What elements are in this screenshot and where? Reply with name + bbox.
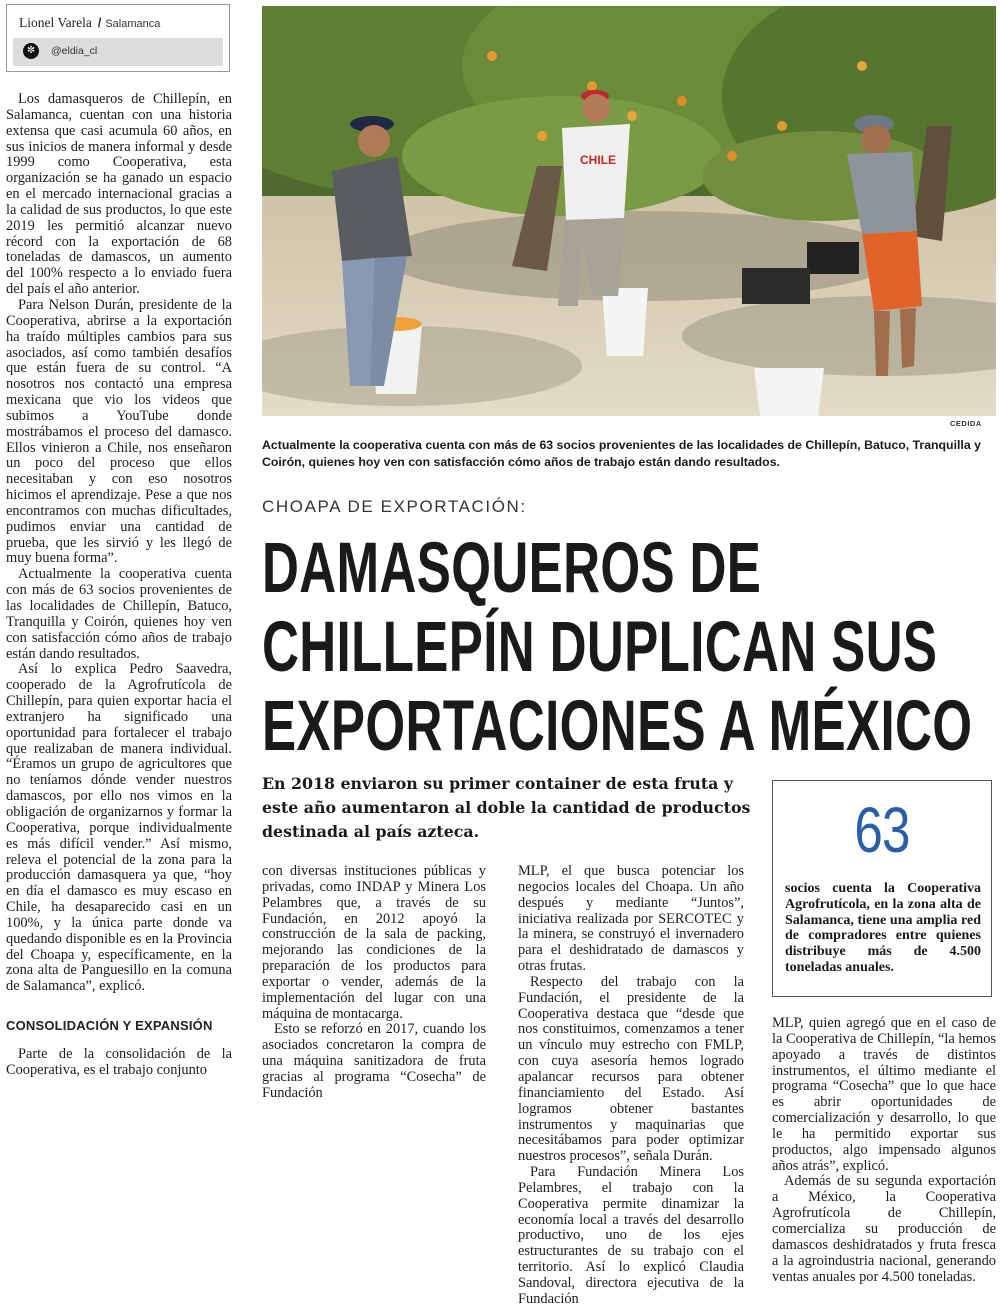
author-name: Lionel Varela bbox=[19, 15, 92, 30]
paragraph: Para Fundación Minera Los Pelambres, el trabajo con la Cooperativa permite dinamizar la economía local a través del desarrollo productivo, uno de los ejes estructurantes de su trabajo con el territorio. Así lo explicó Claudia Sandoval, directora ejecutiva de la Fundación bbox=[518, 1164, 744, 1307]
deck: En 2018 enviaron su primer container de esta fruta y este año aumentaron al doble la cantidad de productos destinada al país azteca. bbox=[262, 774, 751, 841]
paragraph: con diversas instituciones públicas y privadas, como INDAP y Minera Los Pelambres que, a través de su Fundación, en 2012 apoyó la construcción de la sala de packing, mejorando las condiciones de la preparación de los productos para exportar o vender, además de la implementación del lugar con una máquina de montacarga. bbox=[262, 863, 486, 1022]
headline-line: DAMASQUEROS DE bbox=[262, 529, 762, 608]
twitter-bar[interactable] bbox=[13, 38, 223, 66]
paragraph: Además de su segunda exportación a México, la Cooperativa Agrofrutícola de Chillepín, comercializa su producción de damascos deshidratados y fruta fresca a la agroindustria nacional, generando ventas anuales por 4.500 toneladas. bbox=[772, 1173, 996, 1285]
twitter-handle[interactable]: @eldia_cl bbox=[51, 45, 98, 57]
photo-caption: Actualmente la cooperativa cuenta con más de 63 socios provenientes de las localidades de Chillepín, Batuco, Tranquilla y Coirón, quienes hoy ven con satisfacción cómo años de trabajo están dando resultados. bbox=[262, 438, 981, 469]
orchard-harvest-illustration bbox=[262, 6, 996, 416]
paragraph: Esto se reforzó en 2017, cuando los asociados concretaron la compra de una máquina sanitizadora de fruta gracias al programa “Cosecha” de Fundación bbox=[262, 1021, 486, 1101]
headline-line: EXPORTACIONES A MÉXICO bbox=[262, 687, 973, 766]
article-column-4 bbox=[772, 1016, 996, 1285]
paragraph: MLP, quien agregó que en el caso de la Cooperativa de Chillepín, “la hemos apoyado a través de distintos instrumentos, el último mediante el programa “Cosecha” que lo que hace es abrir oportunidades de comercialización y desarrollo, lo que le ha permitido exportar sus productos, algo impensado algunos años atrás”, explicó. bbox=[772, 1015, 996, 1174]
article-column-1 bbox=[6, 92, 232, 995]
paragraph: Parte de la consolidación de la Cooperativa, es el trabajo conjunto bbox=[6, 1046, 232, 1078]
byline bbox=[19, 15, 160, 31]
kicker: CHOAPA DE EXPORTACIÓN: bbox=[262, 497, 527, 516]
shirt-text: CHILE bbox=[580, 153, 616, 167]
article-photo bbox=[262, 6, 996, 416]
article-column-2 bbox=[262, 864, 486, 1102]
stat-number: 63 bbox=[854, 794, 910, 866]
paragraph: Así lo explica Pedro Saavedra, cooperado de la Agrofrutícola de Chillepín, para quien exportar hacia el extranjero ha significado una oportunidad para fortalecer el trabajo que realizaban de manera individual. “Éramos un grupo de agricultores que no teníamos dónde vender nuestros damascos, por ello nos vimos en la obligación de organizarnos y formar la Cooperativa, porque individualmente es más difícil vender.” Así mismo, releva el potencial de la zona para la producción damasquera ya que, “hoy en día el damasco es muy escaso en Chile, ha desaparecido casi en un 100%, y la única parte donde va quedando disponible es en la Provincia del Choapa y, específicamente, en la zona alta de Panguesillo en la comuna de Salamanca”, explicó. bbox=[6, 661, 232, 995]
section-subhead: CONSOLIDACIÓN Y EXPANSIÓN bbox=[6, 1018, 213, 1033]
byline-location: Salamanca bbox=[105, 18, 161, 30]
byline-separator: / bbox=[97, 16, 102, 30]
stat-text: socios cuenta la Cooperativa Agrofrutícola, en la zona alta de Salamanca, tiene una amplia red de compradores entre quienes distribuye más de 4.500 toneladas anuales. bbox=[785, 881, 981, 975]
stat-box bbox=[772, 780, 992, 997]
photo-credit: CEDIDA bbox=[950, 419, 982, 428]
paragraph: Actualmente la cooperativa cuenta con más de 63 socios provenientes de las localidades de Chillepín, Batuco, Tranquilla y Coirón, quienes hoy ven con satisfacción cómo años de trabajo están dando resultados. bbox=[6, 566, 232, 662]
paragraph: Para Nelson Durán, presidente de la Cooperativa, abrirse a la exportación ha traído múltiples cambios para sus asociados, así como también desafíos que están fuera de su control. “A nosotros nos contactó una empresa mexicana que vio los videos que subimos a YouTube donde mostrábamos el proceso del damasco. Ellos vinieron a Chile, nos enseñaron un poco del proceso que ellos necesitaban y con eso nosotros hicimos el aprendizaje. Pese a que nos encontramos con muchas dificultades, pudimos enviar una cantidad de prueba, que les sirvió y les llegó de muy buena forma”. bbox=[6, 296, 232, 567]
byline-box bbox=[6, 4, 230, 72]
paragraph: Los damasqueros de Chillepín, en Salamanca, cuentan con una historia extensa que casi acumula 60 años, en sus inicios de manera informal y desde 1999 como Cooperativa, esta organización se ha ganado un espacio en el mercado internacional gracias a la calidad de sus productos, lo que este 2019 les permitió alcanzar nuevo récord con la exportación de 68 toneladas de damascos, un aumento del 100% respecto a lo enviado fuera del país el año anterior. bbox=[6, 91, 232, 298]
twitter-bird-icon: ✼ bbox=[23, 43, 39, 59]
article-column-3 bbox=[518, 864, 744, 1308]
paragraph: Respecto del trabajo con la Fundación, el presidente de la Cooperativa destaca que “desde que nos constituimos, comenzamos a tener un vínculo muy estrecho con FMLP, con cuya asesoría hemos logrado apalancar recursos para obtener financiamiento del Estado. Así logramos obtener bastantes instrumentos y maquinarias que necesitábamos para poder optimizar nuestros procesos”, señala Durán. bbox=[518, 973, 744, 1165]
article-column-1-continued bbox=[6, 1047, 232, 1079]
headline-line: CHILLEPÍN DUPLICAN SUS bbox=[262, 608, 938, 687]
paragraph: MLP, el que busca potenciar los negocios locales del Choapa. Un año después y mediante “Juntos”, iniciativa realizada por SERCOTEC y la minera, se construyó el invernadero para el deshidratado de damascos y otras frutas. bbox=[518, 863, 744, 975]
headline bbox=[262, 529, 997, 766]
